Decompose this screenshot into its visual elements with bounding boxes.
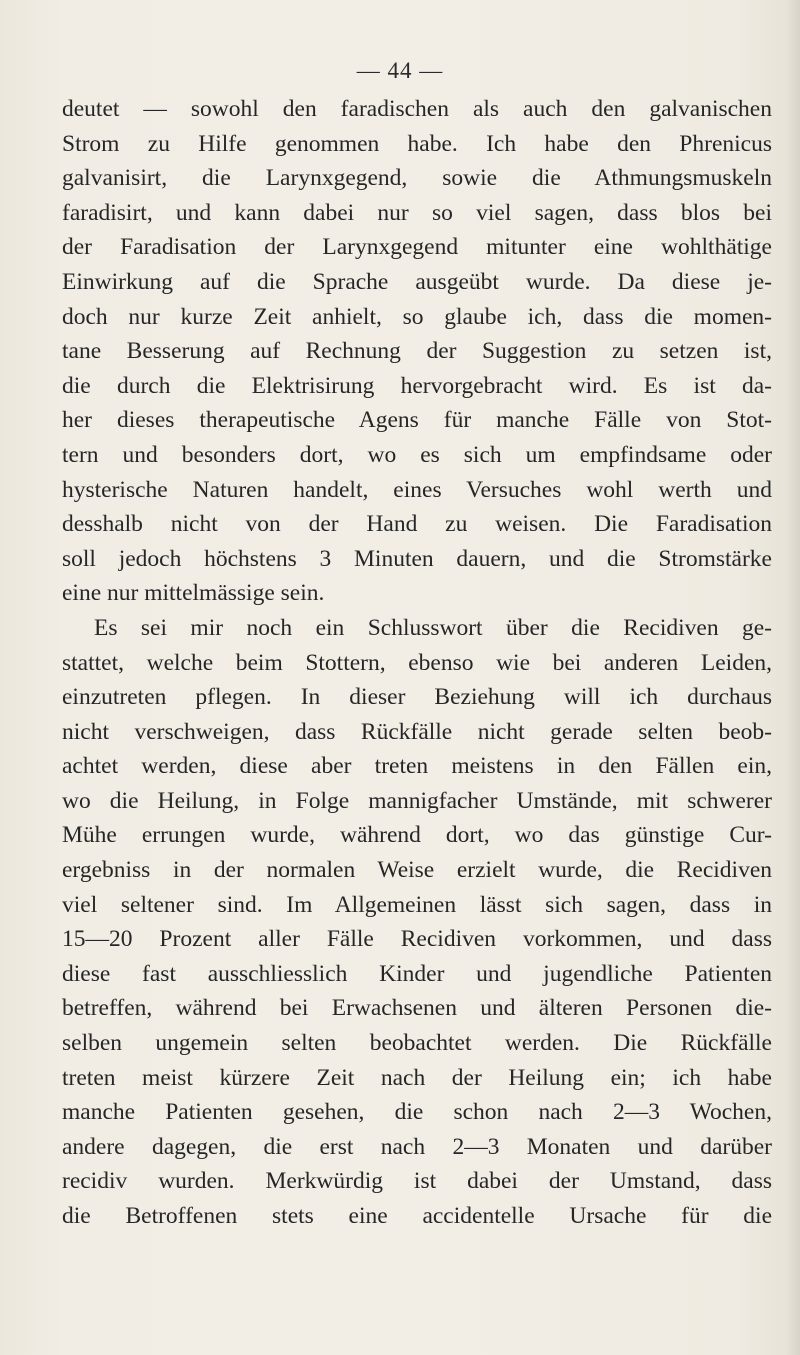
text-line: hysterische Naturen handelt, eines Versuches wohl werth und	[62, 476, 772, 503]
text-line: Es sei mir noch ein Schlusswort über die Recidiven ge-	[94, 614, 772, 641]
text-line: her dieses therapeutische Agens für manche Fälle von Stot-	[62, 407, 772, 434]
text-line: galvanisirt, die Larynxgegend, sowie die Athmungsmuskeln	[62, 165, 772, 192]
text-line: deutet — sowohl den faradischen als auch den galvanischen	[62, 96, 772, 122]
text-line: faradisirt, und kann dabei nur so viel sagen, dass blos bei	[62, 199, 772, 226]
text-line: doch nur kurze Zeit anhielt, so glaube ich, dass die momen-	[62, 303, 772, 330]
text-line: die Betroffenen stets eine accidentelle Ursache für die	[62, 1203, 772, 1229]
text-line: tern und besonders dort, wo es sich um empfindsame oder	[62, 441, 772, 468]
text-line: viel seltener sind. Im Allgemeinen lässt sich sagen, dass in	[62, 891, 772, 918]
text-line: Einwirkung auf die Sprache ausgeübt wurde. Da diese je-	[62, 268, 772, 295]
text-line: recidiv wurden. Merkwürdig ist dabei der Umstand, dass	[62, 1168, 772, 1195]
text-line: wo die Heilung, in Folge mannigfacher Umstände, mit schwerer	[62, 787, 772, 814]
text-line: soll jedoch höchstens 3 Minuten dauern, und die Stromstärke	[62, 545, 772, 572]
text-line: stattet, welche beim Stottern, ebenso wie bei anderen Leiden,	[62, 649, 772, 676]
text-line: diese fast ausschliesslich Kinder und jugendliche Patienten	[62, 960, 772, 987]
text-line: selben ungemein selten beobachtet werden. Die Rückfälle	[62, 1030, 772, 1057]
text-line: die durch die Elektrisirung hervorgebracht wird. Es ist da-	[62, 372, 772, 399]
text-line: nicht verschweigen, dass Rückfälle nicht gerade selten beob-	[62, 718, 772, 745]
text-line: ergebniss in der normalen Weise erzielt wurde, die Recidiven	[62, 857, 772, 884]
text-line: betreffen, während bei Erwachsenen und älteren Personen die-	[62, 995, 772, 1022]
text-line: treten meist kürzere Zeit nach der Heilung ein; ich habe	[62, 1064, 772, 1091]
text-line: andere dagegen, die erst nach 2—3 Monaten und darüber	[62, 1133, 772, 1160]
text-line: einzutreten pflegen. In dieser Beziehung will ich durchaus	[62, 684, 772, 711]
text-line: desshalb nicht von der Hand zu weisen. Die Faradisation	[62, 511, 772, 538]
text-line: Strom zu Hilfe genommen habe. Ich habe den Phrenicus	[62, 130, 772, 157]
text-line: achtet werden, diese aber treten meistens in den Fällen ein,	[62, 753, 772, 780]
text-line: der Faradisation der Larynxgegend mitunter eine wohlthätige	[62, 234, 772, 261]
text-line: Mühe errungen wurde, während dort, wo das günstige Cur-	[62, 822, 772, 849]
page-edge-shadow	[786, 0, 800, 1355]
text-line: manche Patienten gesehen, die schon nach 2—3 Wochen,	[62, 1099, 772, 1126]
text-line: tane Besserung auf Rechnung der Suggestion zu setzen ist,	[62, 338, 772, 365]
text-line: eine nur mittelmässige sein.	[62, 580, 325, 607]
page-number: — 44 —	[356, 58, 444, 83]
text-line: 15—20 Prozent aller Fälle Recidiven vorkommen, und dass	[62, 926, 772, 953]
body-text	[62, 92, 772, 1234]
